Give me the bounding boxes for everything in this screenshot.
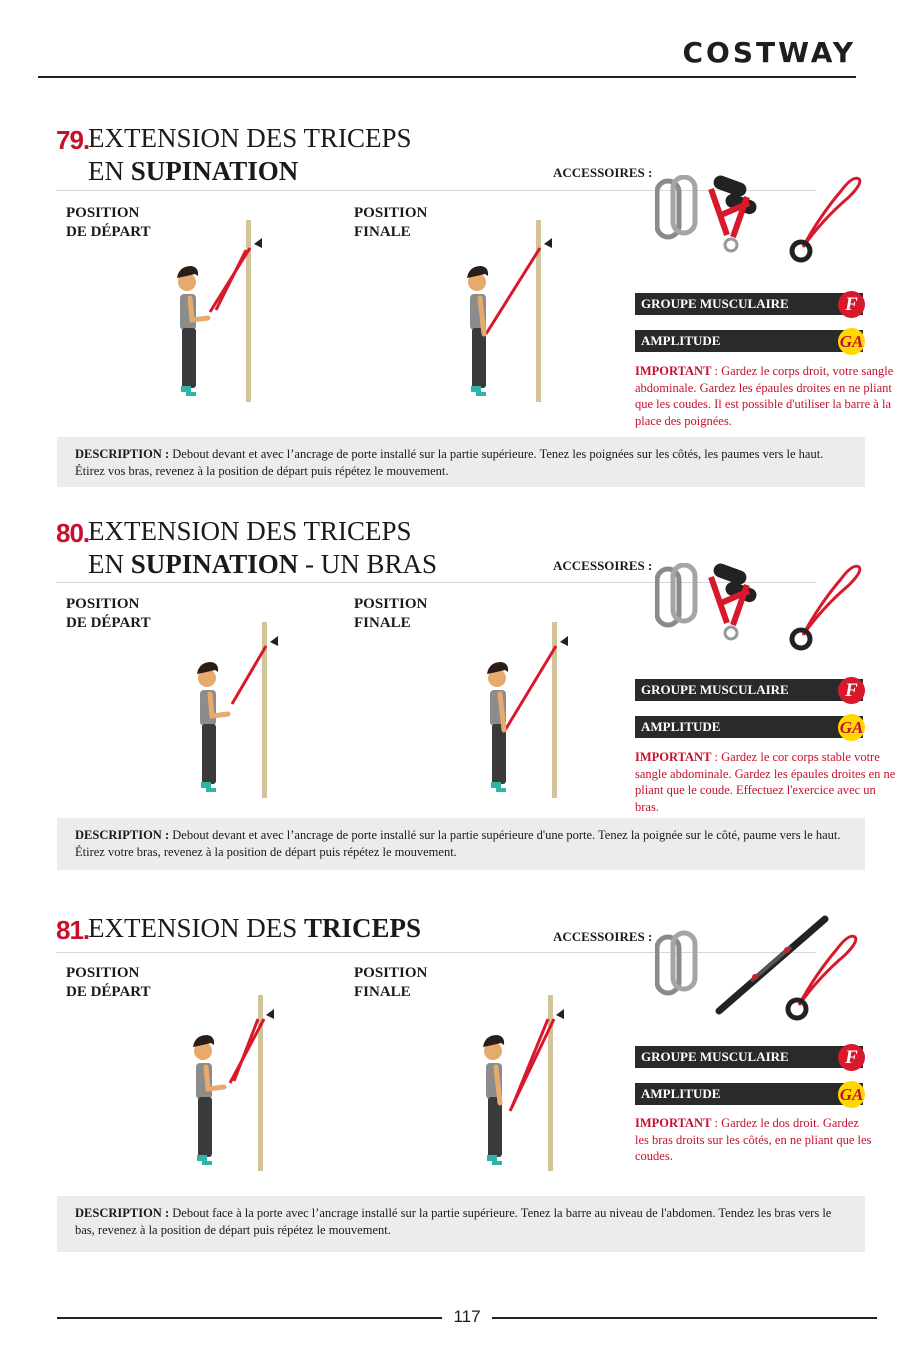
accessories-illustration bbox=[655, 175, 865, 265]
amplitude-bar: AMPLITUDE GA bbox=[635, 716, 863, 738]
exercise-number: 80. bbox=[56, 518, 90, 548]
carabiner-icon bbox=[657, 177, 695, 237]
amplitude-badge: GA bbox=[838, 1081, 865, 1108]
amplitude-badge: GA bbox=[838, 714, 865, 741]
accessories-illustration bbox=[655, 563, 865, 653]
important-note: IMPORTANT : Gardez le dos droit. Gardez les bras droits sur les côtés, en ne pliant que les coudes. bbox=[635, 1116, 872, 1163]
description-box: DESCRIPTION : Debout devant et avec l’ancrage de porte installé sur la partie supérieure. Tenez les poignées sur les côtés, les paumes vers le haut. Étirez vos bras, revenez à la position de départ puis répétez le mouvement. bbox=[57, 437, 865, 487]
accessories-label: ACCESSOIRES : bbox=[553, 558, 653, 573]
carabiner-icon bbox=[657, 933, 695, 993]
bar-icon bbox=[719, 919, 825, 1011]
carabiner-icon bbox=[657, 565, 695, 625]
muscle-group-badge: F bbox=[838, 677, 865, 704]
end-position-illustration bbox=[486, 622, 596, 802]
accessories-illustration bbox=[655, 915, 875, 1025]
exercise-81 bbox=[0, 915, 918, 1295]
end-position-label: POSITION FINALE bbox=[354, 965, 428, 1000]
strap-icon bbox=[788, 936, 856, 1018]
exercise-number: 81. bbox=[56, 915, 90, 945]
important-note: IMPORTANT : Gardez le cor corps stable votre sangle abdominale. Gardez les épaules droites en ne pliant que le coude. Effectuez l'exercice avec un bras. bbox=[635, 750, 896, 814]
footer-rule-left bbox=[57, 1317, 442, 1319]
header-rule bbox=[38, 76, 856, 78]
start-position-label: POSITION DE DÉPART bbox=[66, 205, 151, 240]
start-position-label: POSITION DE DÉPART bbox=[66, 596, 151, 631]
accessories-label: ACCESSOIRES : bbox=[553, 165, 653, 180]
description-box: DESCRIPTION : Debout face à la porte avec l’ancrage installé sur la partie supérieure. Tenez la barre au niveau de l'abdomen. Tendez les bras vers le bas, revenez à la position de départ puis répétez le mouvement. bbox=[57, 1196, 865, 1252]
muscle-group-bar: GROUPE MUSCULAIRE F bbox=[635, 679, 863, 701]
muscle-group-badge: F bbox=[838, 1044, 865, 1071]
amplitude-bar: AMPLITUDE GA bbox=[635, 1083, 863, 1105]
exercise-80 bbox=[0, 518, 918, 898]
muscle-group-bar: GROUPE MUSCULAIRE F bbox=[635, 1046, 863, 1068]
exercise-79 bbox=[0, 125, 918, 505]
amplitude-bar: AMPLITUDE GA bbox=[635, 330, 863, 352]
start-position-illustration bbox=[192, 995, 302, 1175]
important-note: IMPORTANT : Gardez le corps droit, votre sangle abdominale. Gardez les épaules droites en ne pliant que les coudes. Il est possible d'utiliser la barre à la place des poignées. bbox=[635, 364, 894, 428]
exercise-title-line1: EXTENSION DES TRICEPS bbox=[88, 123, 412, 153]
start-position-illustration bbox=[196, 622, 306, 802]
page-number: 117 bbox=[453, 1307, 481, 1326]
amplitude-badge: GA bbox=[838, 328, 865, 355]
strap-icon bbox=[792, 566, 860, 648]
exercise-title-line2: EN SUPINATION bbox=[88, 156, 299, 186]
description-box: DESCRIPTION : Debout devant et avec l’ancrage de porte installé sur la partie supérieure d'une porte. Tenez la poignée sur le côté, paume vers le haut. Étirez votre bras, revenez à la position de départ puis répétez le mouvement. bbox=[57, 818, 865, 870]
exercise-title-line2: EN SUPINATION - UN BRAS bbox=[88, 549, 438, 579]
muscle-group-badge: F bbox=[838, 291, 865, 318]
start-position-label: POSITION DE DÉPART bbox=[66, 965, 151, 1000]
exercise-title: EXTENSION DES TRICEPS bbox=[88, 913, 422, 943]
end-position-label: POSITION FINALE bbox=[354, 596, 428, 631]
handles-icon bbox=[711, 175, 758, 251]
handles-icon bbox=[711, 563, 758, 639]
end-position-illustration bbox=[482, 995, 592, 1175]
exercise-number: 79. bbox=[56, 125, 90, 155]
end-position-illustration bbox=[466, 220, 576, 410]
accessories-label: ACCESSOIRES : bbox=[553, 929, 653, 944]
muscle-group-bar: GROUPE MUSCULAIRE F bbox=[635, 293, 863, 315]
start-position-illustration bbox=[176, 220, 286, 410]
strap-icon bbox=[792, 178, 860, 260]
footer-rule-right bbox=[492, 1317, 877, 1319]
brand-logo: COSTWAY bbox=[682, 36, 856, 69]
exercise-title-line1: EXTENSION DES TRICEPS bbox=[88, 516, 412, 546]
end-position-label: POSITION FINALE bbox=[354, 205, 428, 240]
